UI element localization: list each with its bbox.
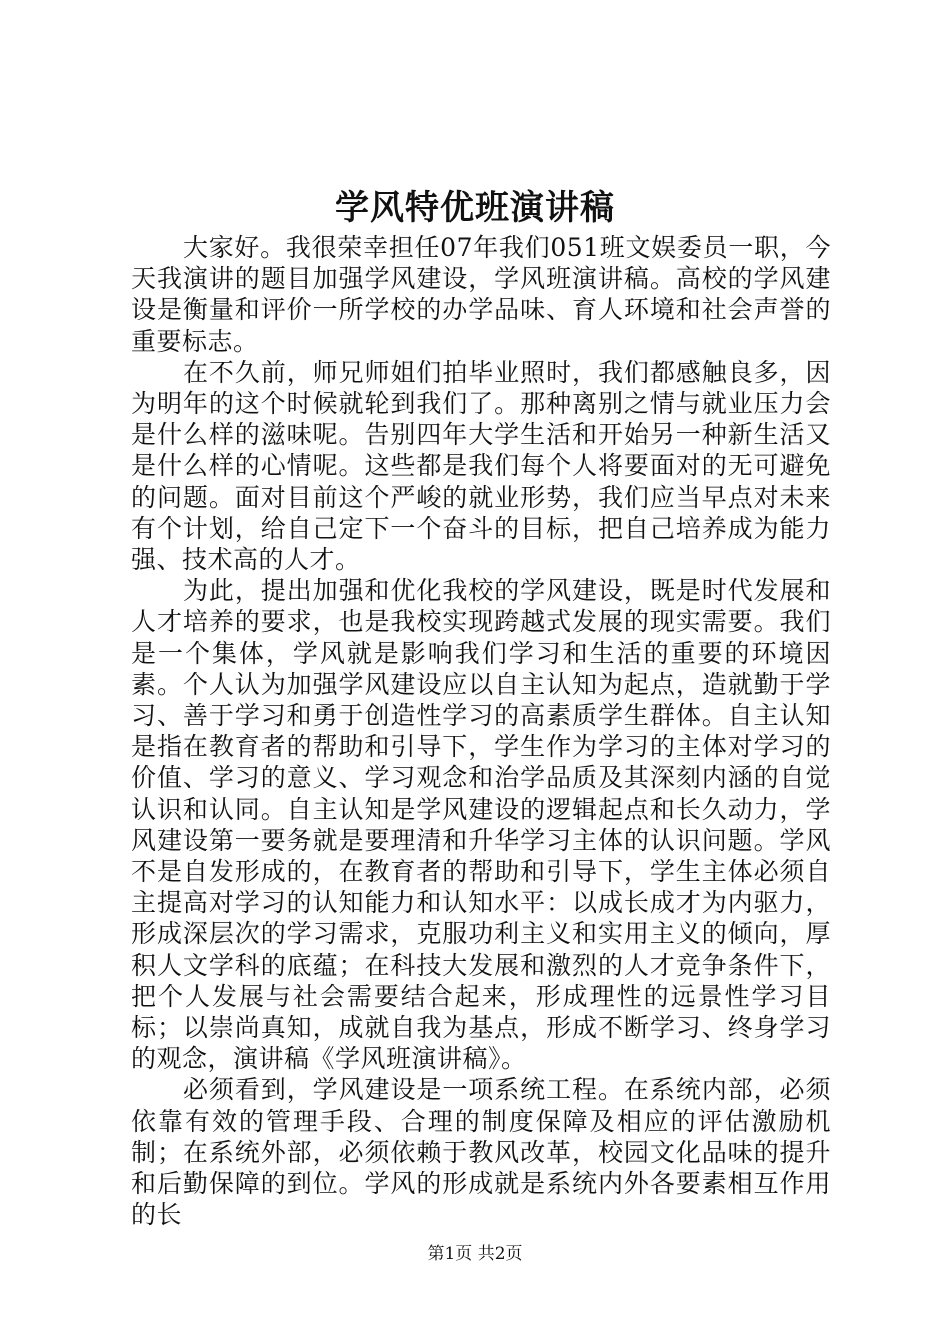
- paragraph-2: 在不久前，师兄师姐们拍毕业照时，我们都感触良多，因为明年的这个时候就轮到我们了。那种离别之情与就业压力会是什么样的滋味呢。告别四年大学生活和开始另一种新生活又是什么样的心情呢。这些都是我们每个人将要面对的无可避免的问题。面对目前这个严峻的就业形势，我们应当早点对未来有个计划，给自己定下一个奋斗的目标，把自己培养成为能力强、技术高的人才。: [131, 357, 831, 575]
- paragraph-3: 为此，提出加强和优化我校的学风建设，既是时代发展和人才培养的要求，也是我校实现跨越式发展的现实需要。我们是一个集体，学风就是影响我们学习和生活的重要的环境因素。个人认为加强学风建设应以自主认知为起点，造就勤于学习、善于学习和勇于创造性学习的高素质学生群体。自主认知是指在教育者的帮助和引导下，学生作为学习的主体对学习的价值、学习的意义、学习观念和治学品质及其深刻内涵的自觉认识和认同。自主认知是学风建设的逻辑起点和长久动力，学风建设第一要务就是要理清和升华学习主体的认识问题。学风不是自发形成的，在教育者的帮助和引导下，学生主体必须自主提高对学习的认知能力和认知水平：以成长成才为内驱力，形成深层次的学习需求，克服功利主义和实用主义的倾向，厚积人文学科的底蕴；在科技大发展和激烈的人才竞争条件下，把个人发展与社会需要结合起来，形成理性的远景性学习目标；以崇尚真知，成就自我为基点，形成不断学习、终身学习的观念，演讲稿《学风班演讲稿》。: [131, 576, 831, 1074]
- document-body: [131, 232, 831, 1231]
- page-number-footer: 第1页 共2页: [427, 1244, 523, 1264]
- paragraph-4: 必须看到，学风建设是一项系统工程。在系统内部，必须依靠有效的管理手段、合理的制度保障及相应的评估激励机制；在系统外部，必须依赖于教风改革，校园文化品味的提升和后勤保障的到位。学风的形成就是系统内外各要素相互作用的长: [131, 1075, 831, 1230]
- paragraph-1: 大家好。我很荣幸担任07年我们051班文娱委员一职，今天我演讲的题目加强学风建设，学风班演讲稿。高校的学风建设是衡量和评价一所学校的办学品味、育人环境和社会声誉的重要标志。: [131, 233, 831, 356]
- document-title: 学风特优班演讲稿: [335, 188, 615, 228]
